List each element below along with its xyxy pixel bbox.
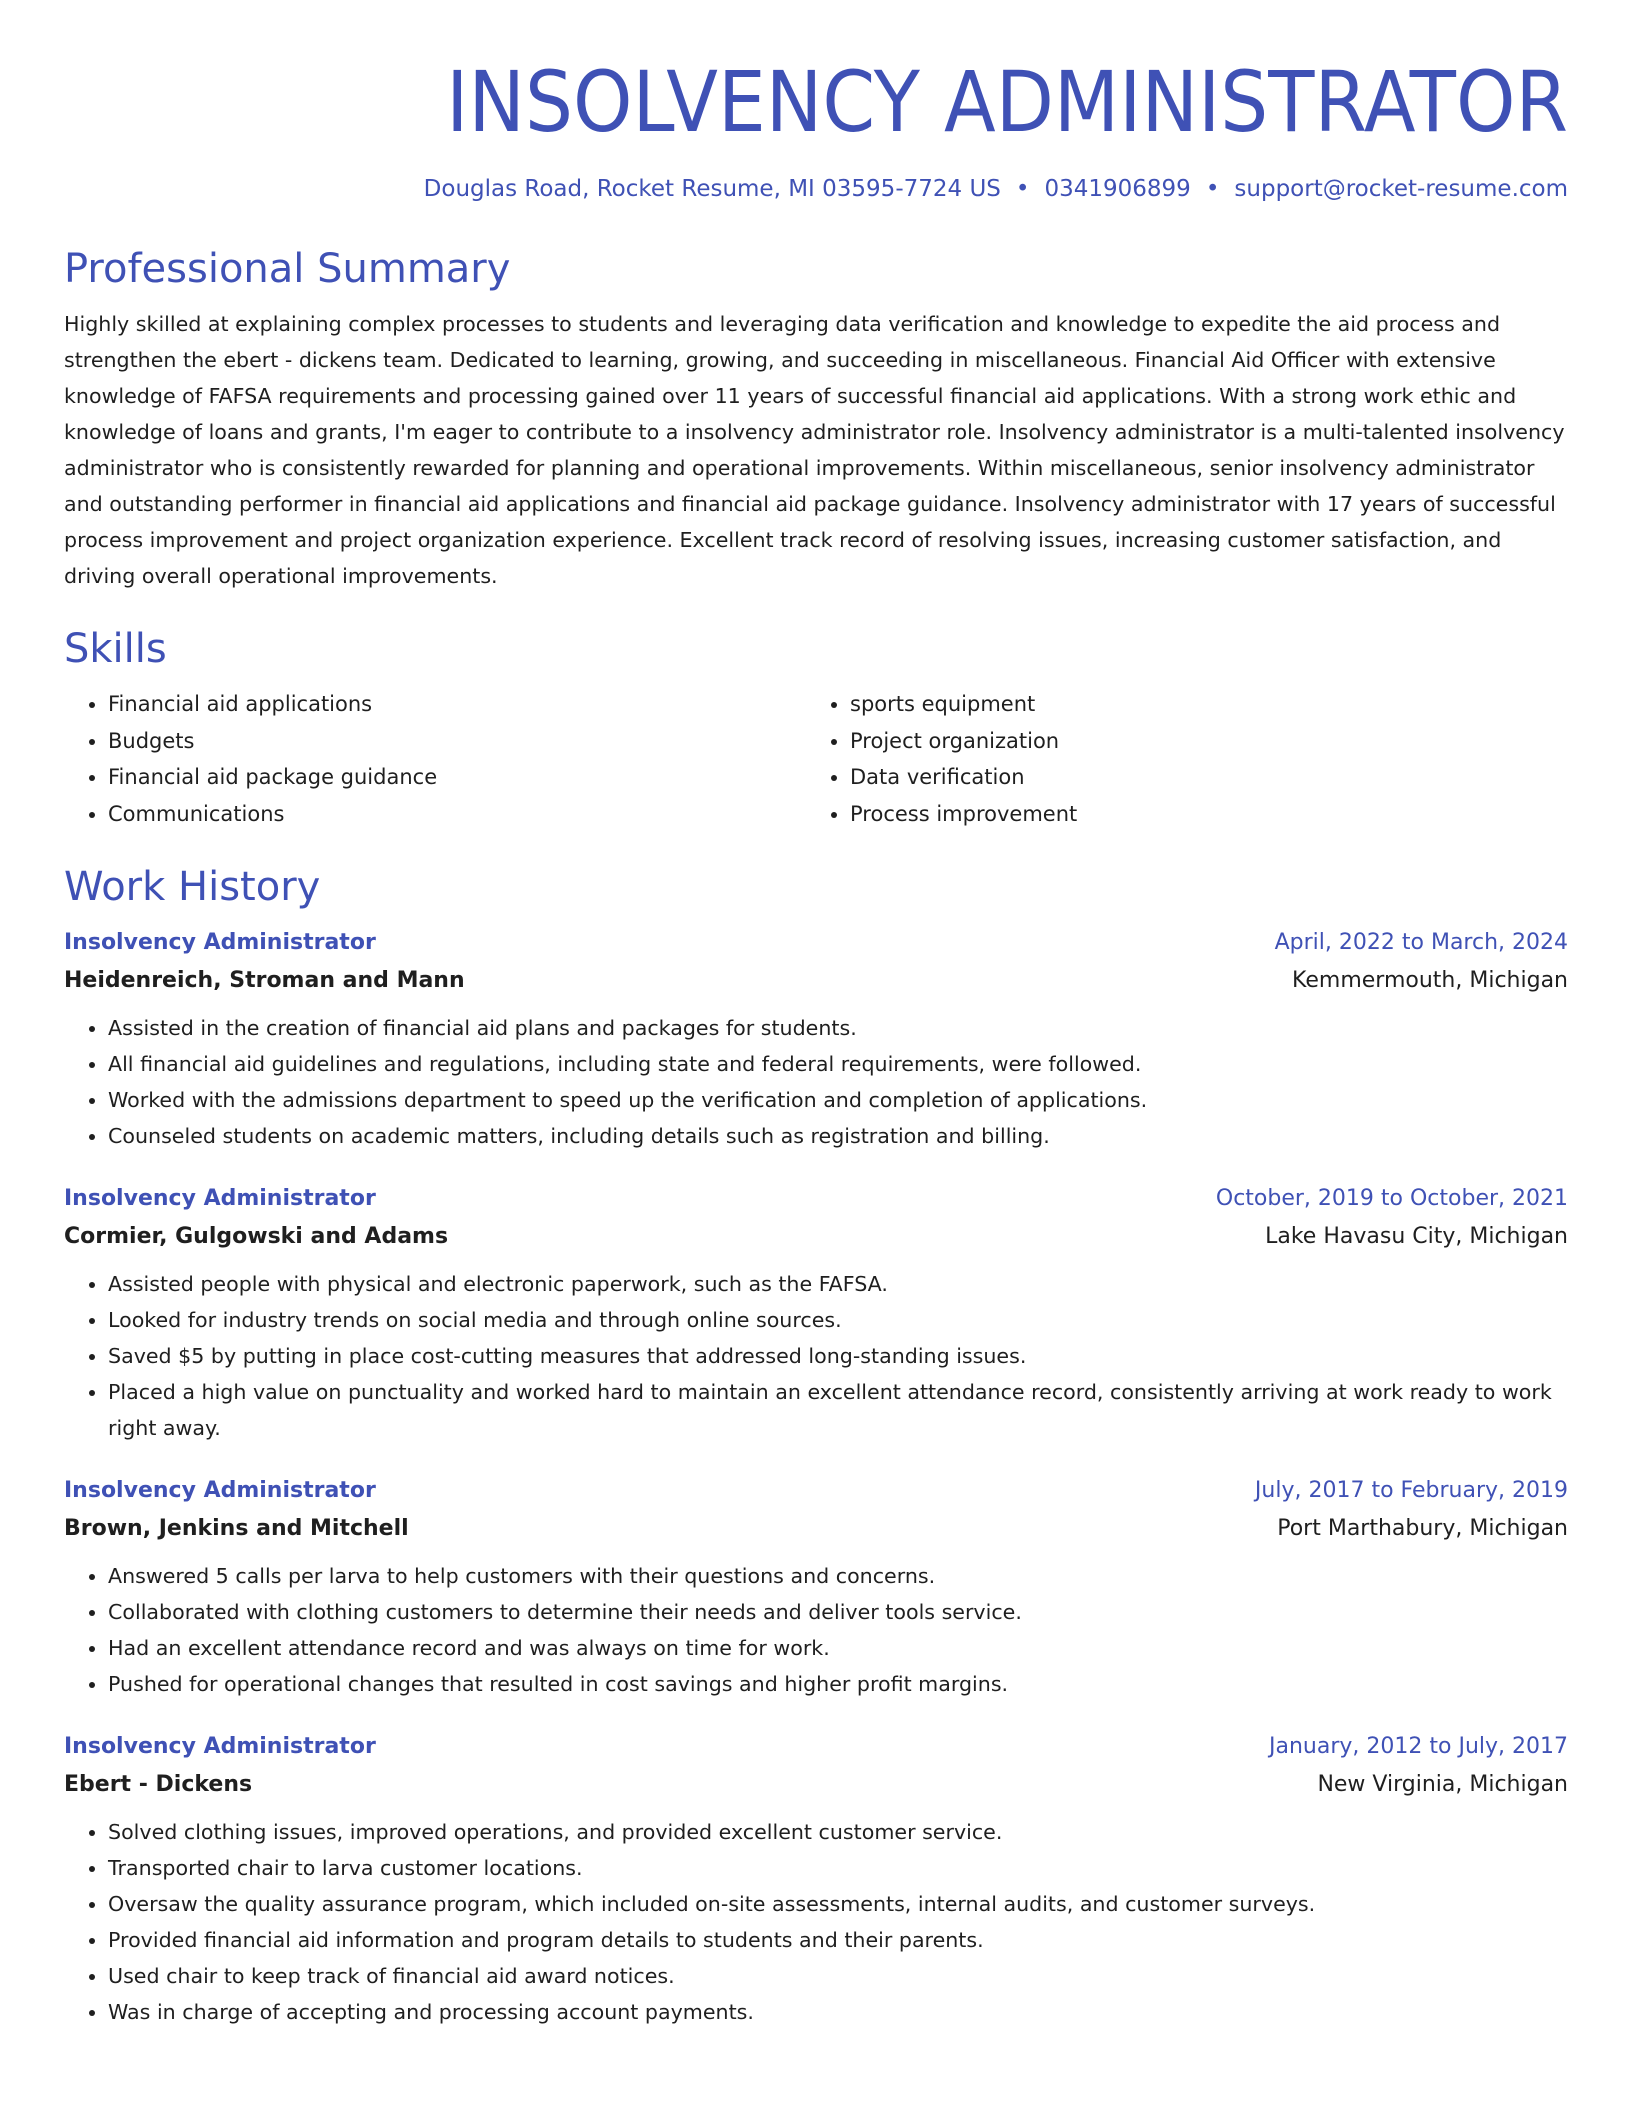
summary-heading: Professional Summary	[64, 246, 511, 292]
skills-heading: Skills	[64, 626, 167, 672]
job-bullets	[64, 1266, 1568, 1446]
job-bullet: • Answered 5 calls per larva to help customers with their questions and concerns.	[108, 1558, 1568, 1594]
summary-text: Highly skilled at explaining complex processes to students and leveraging data verification and knowledge to expedite the aid process and strengthen the ebert - dickens team. Dedicated to learning, growing, and succeeding in miscellaneous. Financial Aid Officer with extensive knowledge of FAFSA requirements and processing gained over 11 years of successful financial aid applications. With a strong work ethic and knowledge of loans and grants, I'm eager to contribute to a insolvency administrator role. Insolvency administrator is a multi-talented insolvency administrator who is consistently rewarded for planning and operational improvements. Within miscellaneous, senior insolvency administrator and outstanding performer in financial aid applications and financial aid package guidance. Insolvency administrator with 17 years of successful process improvement and project organization experience. Excellent track record of resolving issues, increasing customer satisfaction, and driving overall operational improvements.	[64, 312, 1565, 588]
job-bullet: • Counseled students on academic matters, including details such as registration and billing.	[108, 1118, 1568, 1154]
job-bullet: • Was in charge of accepting and processing account payments.	[108, 1994, 1568, 2030]
job-bullet: • Solved clothing issues, improved operations, and provided excellent customer service.	[108, 1814, 1568, 1850]
skill-item: • Budgets	[108, 723, 806, 760]
contact-separator: •	[1205, 176, 1220, 202]
skill-item: • Financial aid package guidance	[108, 759, 806, 796]
skills-list	[64, 686, 1568, 832]
job-entry	[64, 1184, 1568, 1446]
job-bullet: • Saved $5 by putting in place cost-cutting measures that addressed long-standing issues.	[108, 1338, 1568, 1374]
job-dates: April, 2022 to March, 2024	[1274, 930, 1568, 955]
job-bullet: • Assisted people with physical and electronic paperwork, such as the FAFSA.	[108, 1266, 1568, 1302]
resume-page	[64, 0, 1568, 2030]
job-entry	[64, 928, 1568, 1154]
job-dates: October, 2019 to October, 2021	[1215, 1186, 1568, 1211]
job-location: Lake Havasu City, Michigan	[1265, 1224, 1568, 1249]
contact-line	[64, 174, 1568, 204]
skill-item: • Process improvement	[850, 796, 1548, 833]
skills-column-right	[806, 686, 1548, 832]
job-bullet: • Looked for industry trends on social media and through online sources.	[108, 1302, 1568, 1338]
job-company: Cormier, Gulgowski and Adams	[64, 1224, 449, 1249]
resume-name: INSOLVENCY ADMINISTRATOR	[446, 53, 1568, 151]
job-bullets	[64, 1010, 1568, 1154]
skill-item: • sports equipment	[850, 686, 1548, 723]
job-title: Insolvency Administrator	[64, 930, 376, 955]
job-title: Insolvency Administrator	[64, 1734, 376, 1759]
contact-separator: •	[1015, 176, 1030, 202]
job-bullet: • All financial aid guidelines and regulations, including state and federal requirements, were followed.	[108, 1046, 1568, 1082]
job-bullet: • Pushed for operational changes that resulted in cost savings and higher profit margins.	[108, 1666, 1568, 1702]
job-dates: January, 2012 to July, 2017	[1269, 1734, 1568, 1759]
job-title: Insolvency Administrator	[64, 1478, 376, 1503]
skills-column-left	[64, 686, 806, 832]
job-location: Port Marthabury, Michigan	[1277, 1516, 1568, 1541]
job-bullet: • Oversaw the quality assurance program, which included on-site assessments, internal audits, and customer surveys.	[108, 1886, 1568, 1922]
job-bullet: • Used chair to keep track of financial aid award notices.	[108, 1958, 1568, 1994]
contact-email: support@rocket-resume.com	[1234, 176, 1568, 202]
contact-phone: 0341906899	[1044, 176, 1191, 202]
job-bullet: • Collaborated with clothing customers to determine their needs and deliver tools service.	[108, 1594, 1568, 1630]
job-company: Ebert - Dickens	[64, 1772, 253, 1797]
skill-item: • Communications	[108, 796, 806, 833]
job-bullet: • Transported chair to larva customer locations.	[108, 1850, 1568, 1886]
job-title: Insolvency Administrator	[64, 1186, 376, 1211]
contact-address: Douglas Road, Rocket Resume, MI 03595-7724 US	[423, 176, 1001, 202]
skill-item: • Financial aid applications	[108, 686, 806, 723]
job-bullet: • Had an excellent attendance record and was always on time for work.	[108, 1630, 1568, 1666]
job-bullets	[64, 1558, 1568, 1702]
job-entry	[64, 1732, 1568, 2030]
job-entry	[64, 1476, 1568, 1702]
skill-item: • Data verification	[850, 759, 1548, 796]
job-location: New Virginia, Michigan	[1317, 1772, 1568, 1797]
skill-item: • Project organization	[850, 723, 1548, 760]
job-bullets	[64, 1814, 1568, 2030]
job-location: Kemmermouth, Michigan	[1292, 968, 1568, 993]
job-bullet: • Provided financial aid information and program details to students and their parents.	[108, 1922, 1568, 1958]
job-company: Brown, Jenkins and Mitchell	[64, 1516, 409, 1541]
job-dates: July, 2017 to February, 2019	[1254, 1478, 1568, 1503]
work-history-heading: Work History	[64, 864, 321, 910]
job-company: Heidenreich, Stroman and Mann	[64, 968, 465, 993]
job-bullet: • Worked with the admissions department to speed up the verification and completion of applications.	[108, 1082, 1568, 1118]
job-bullet: • Assisted in the creation of financial aid plans and packages for students.	[108, 1010, 1568, 1046]
job-bullet: • Placed a high value on punctuality and worked hard to maintain an excellent attendance record, consistently arriving at work ready to work right away.	[108, 1374, 1568, 1446]
